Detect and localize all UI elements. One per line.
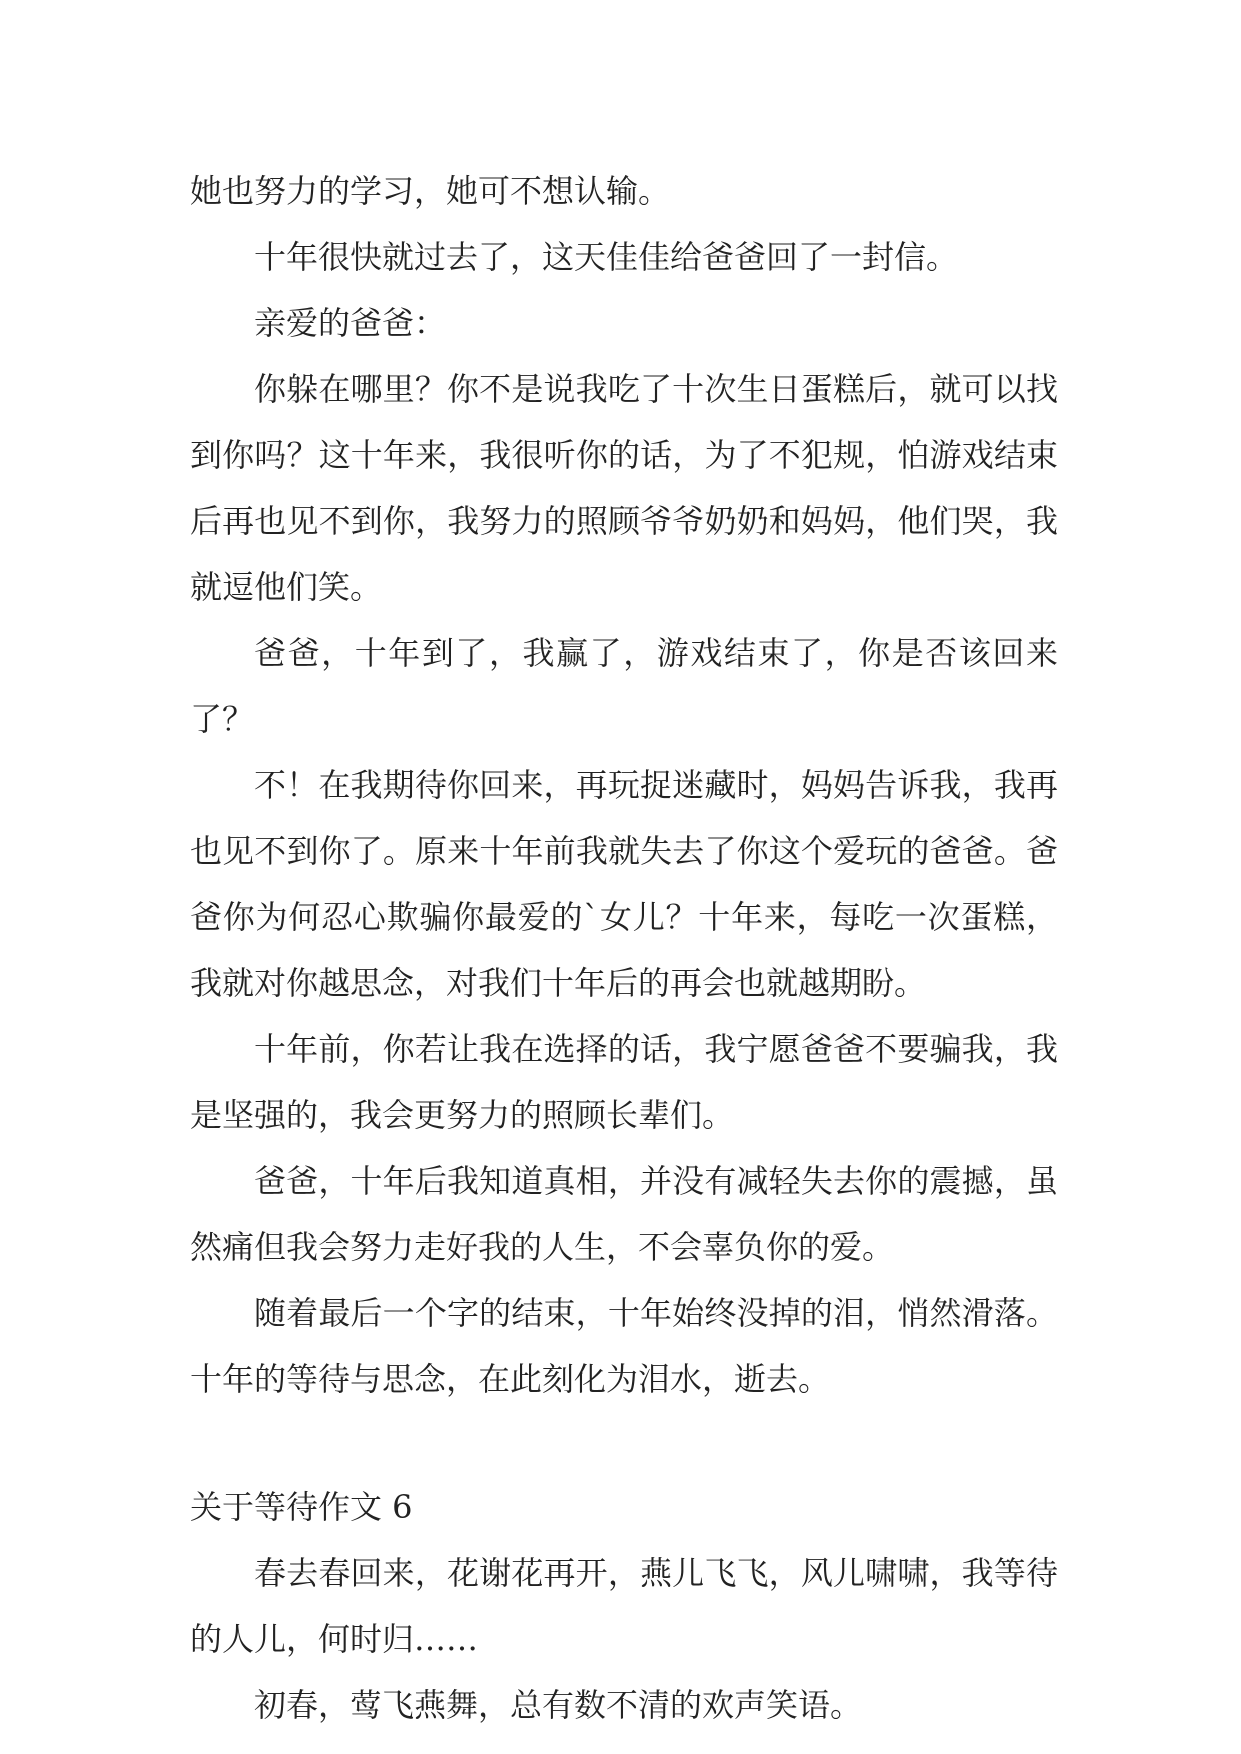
paragraph: 不！在我期待你回来，再玩捉迷藏时，妈妈告诉我，我再也见不到你了。原来十年前我就失去了你这个爱玩的爸爸。爸爸你为何忍心欺骗你最爱的`女儿？十年来，每吃一次蛋糕，我就对你越思念，对我们十年后的再会也就越期盼。 <box>190 766 1058 1002</box>
paragraph: 十年前，你若让我在选择的话，我宁愿爸爸不要骗我，我是坚强的，我会更努力的照顾长辈们。 <box>190 1030 1058 1134</box>
document-page <box>190 158 1058 1738</box>
section-heading: 关于等待作文 6 <box>190 1488 413 1526</box>
paragraph: 春去春回来，花谢花再开，燕儿飞飞，风儿啸啸，我等待的人儿，何时归…… <box>190 1554 1058 1658</box>
paragraph: 初春，莺飞燕舞，总有数不清的欢声笑语。 <box>254 1686 863 1724</box>
paragraph: 亲爱的爸爸： <box>254 304 447 342</box>
paragraph: 爸爸，十年到了，我赢了，游戏结束了，你是否该回来了？ <box>190 634 1058 738</box>
paragraph: 十年很快就过去了，这天佳佳给爸爸回了一封信。 <box>254 238 959 276</box>
paragraph: 她也努力的学习，她可不想认输。 <box>190 172 671 210</box>
paragraph: 你躲在哪里？你不是说我吃了十次生日蛋糕后，就可以找到你吗？这十年来，我很听你的话，为了不犯规，怕游戏结束后再也见不到你，我努力的照顾爷爷奶奶和妈妈，他们哭，我就逗他们笑。 <box>190 370 1058 606</box>
paragraph: 爸爸，十年后我知道真相，并没有减轻失去你的震撼，虽然痛但我会努力走好我的人生，不会辜负你的爱。 <box>190 1162 1058 1266</box>
paragraph: 随着最后一个字的结束，十年始终没掉的泪，悄然滑落。十年的等待与思念，在此刻化为泪水，逝去。 <box>190 1294 1058 1398</box>
